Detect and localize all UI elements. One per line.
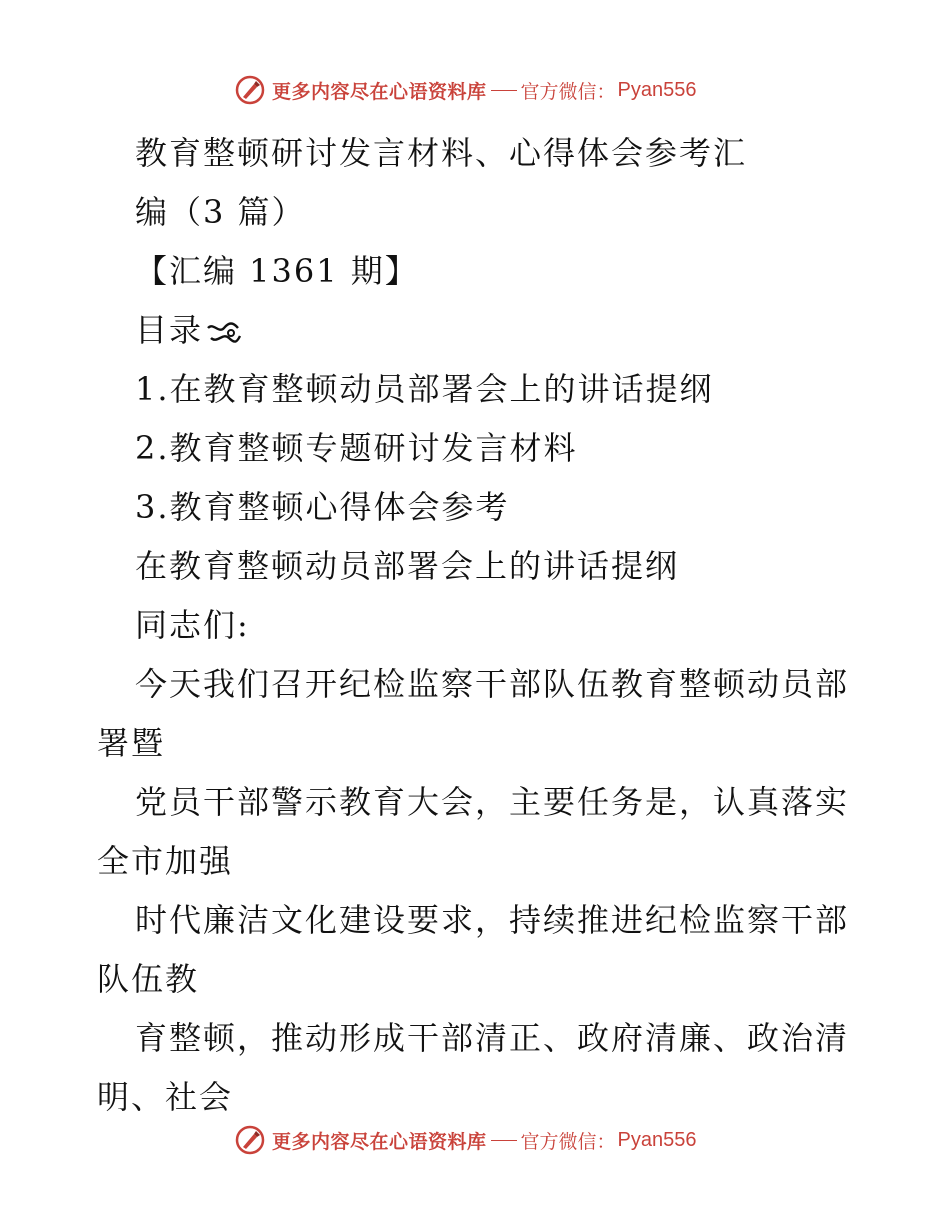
body-line: 队伍教 xyxy=(97,960,200,998)
body-line: 明、社会 xyxy=(97,1078,234,1116)
body-line: 时代廉洁文化建设要求，持续推进纪检监察干部 xyxy=(135,901,850,939)
toc-heading-row xyxy=(97,301,852,360)
watermark-contact-id: Pyan556 xyxy=(617,1128,697,1151)
watermark-brand: 更多内容尽在心语资料库 xyxy=(272,1130,487,1153)
document-body xyxy=(97,124,852,1127)
header-watermark xyxy=(234,72,697,108)
doc-title-line-1: 教育整顿研讨发言材料、心得体会参考汇 xyxy=(135,134,748,172)
section-title: 在教育整顿动员部署会上的讲话提纲 xyxy=(135,547,680,585)
toc-item: 2.教育整顿专题研讨发言材料 xyxy=(135,429,578,467)
body-line: 育整顿，推动形成干部清正、政府清廉、政治清 xyxy=(135,1019,850,1057)
watermark-dash xyxy=(491,1140,517,1141)
watermark-contact-label: 官方微信： xyxy=(520,1130,616,1153)
doc-title-line-2: 编（3 篇） xyxy=(135,193,306,231)
watermark-dash xyxy=(491,90,517,91)
doc-issue: 【汇编 1361 期】 xyxy=(135,252,419,290)
flourish-icon xyxy=(205,320,243,346)
body-line: 党员干部警示教育大会，主要任务是，认真落实 xyxy=(135,783,850,821)
watermark-contact-label: 官方微信： xyxy=(520,80,616,103)
body-line: 署暨 xyxy=(97,724,166,762)
footer-watermark xyxy=(234,1122,697,1158)
salutation: 同志们: xyxy=(135,606,250,644)
pen-logo-icon xyxy=(234,74,266,106)
watermark-brand: 更多内容尽在心语资料库 xyxy=(272,80,487,103)
toc-heading: 目录 xyxy=(135,311,204,349)
body-line: 今天我们召开纪检监察干部队伍教育整顿动员部 xyxy=(135,665,850,703)
pen-logo-icon xyxy=(234,1124,266,1156)
toc-item: 1.在教育整顿动员部署会上的讲话提纲 xyxy=(135,370,714,408)
toc-item: 3.教育整顿心得体会参考 xyxy=(135,488,510,526)
body-line: 全市加强 xyxy=(97,842,234,880)
watermark-contact-id: Pyan556 xyxy=(617,78,697,101)
